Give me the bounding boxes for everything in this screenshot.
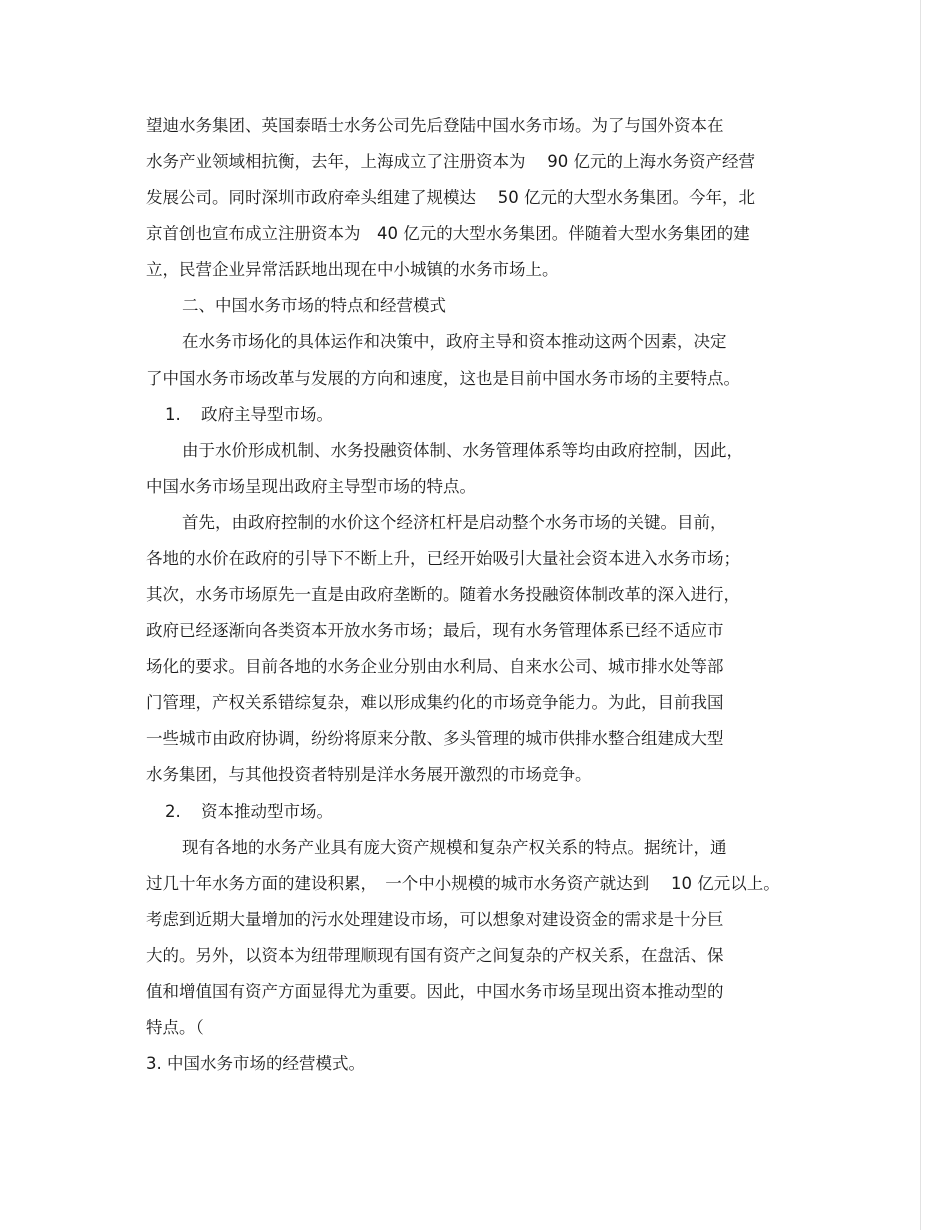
paragraph-line: 一些城市由政府协调，纷纷将原来分散、多头管理的城市供排水整合组建成大型: [146, 729, 724, 748]
paragraph-line: 发展公司。同时深圳市政府牵头组建了规模达 50 亿元的大型水务集团。今年，北: [146, 188, 755, 207]
paragraph-line: 立，民营企业异常活跃地出现在中小城镇的水务市场上。: [146, 260, 559, 279]
section-heading: 二、中国水务市场的特点和经营模式: [182, 296, 446, 315]
list-item-label: 政府主导型市场。: [201, 405, 333, 424]
paragraph-line: 水务集团，与其他投资者特别是洋水务展开激烈的市场竞争。: [146, 765, 592, 784]
list-number: 2.: [165, 802, 181, 821]
paragraph-line: 过几十年水务方面的建设积累， 一个中小规模的城市水务资产就达到 10 亿元以上。: [146, 874, 780, 893]
paragraph-line: 特点。（: [146, 1018, 204, 1037]
list-item-heading: [165, 405, 333, 425]
paragraph-line: 了中国水务市场改革与发展的方向和速度，这也是目前中国水务市场的主要特点。: [146, 369, 740, 388]
paragraph-line: 京首创也宣布成立注册资本为 40 亿元的大型水务集团。伴随着大型水务集团的建: [146, 224, 750, 243]
paragraph-line: 各地的水价在政府的引导下不断上升，已经开始吸引大量社会资本进入水务市场；: [146, 549, 740, 568]
paragraph-line: 考虑到近期大量增加的污水处理建设市场，可以想象对建设资金的需求是十分巨: [146, 910, 724, 929]
page-edge-divider: [920, 0, 921, 1230]
paragraph-line: 在水务市场化的具体运作和决策中，政府主导和资本推动这两个因素，决定: [182, 332, 727, 351]
list-item-heading: [165, 802, 333, 822]
paragraph-line: 首先，由政府控制的水价这个经济杠杆是启动整个水务市场的关键。目前，: [182, 513, 727, 532]
paragraph-line: 由于水价形成机制、水务投融资体制、水务管理体系等均由政府控制，因此，: [182, 441, 743, 460]
paragraph-line: 中国水务市场呈现出政府主导型市场的特点。: [146, 477, 476, 496]
list-item-label: 资本推动型市场。: [201, 802, 333, 821]
paragraph-line: 望迪水务集团、英国泰晤士水务公司先后登陆中国水务市场。为了与国外资本在: [146, 116, 724, 135]
paragraph-line: 现有各地的水务产业具有庞大资产规模和复杂产权关系的特点。据统计，通: [182, 838, 727, 857]
list-number: 1.: [165, 405, 181, 424]
paragraph-line: 值和增值国有资产方面显得尤为重要。因此，中国水务市场呈现出资本推动型的: [146, 982, 724, 1001]
paragraph-line: 水务产业领域相抗衡，去年，上海成立了注册资本为 90 亿元的上海水务资产经营: [146, 152, 755, 171]
paragraph-line: 门管理，产权关系错综复杂，难以形成集约化的市场竞争能力。为此，目前我国: [146, 693, 724, 712]
paragraph-line: 场化的要求。目前各地的水务企业分别由水利局、自来水公司、城市排水处等部: [146, 657, 724, 676]
paragraph-line: 大的。另外，以资本为纽带理顺现有国有资产之间复杂的产权关系，在盘活、保: [146, 946, 724, 965]
paragraph-line: 政府已经逐渐向各类资本开放水务市场；最后，现有水务管理体系已经不适应市: [146, 621, 724, 640]
paragraph-line: 其次，水务市场原先一直是由政府垄断的。随着水务投融资体制改革的深入进行，: [146, 585, 740, 604]
list-item-heading: 3. 中国水务市场的经营模式。: [146, 1054, 365, 1073]
